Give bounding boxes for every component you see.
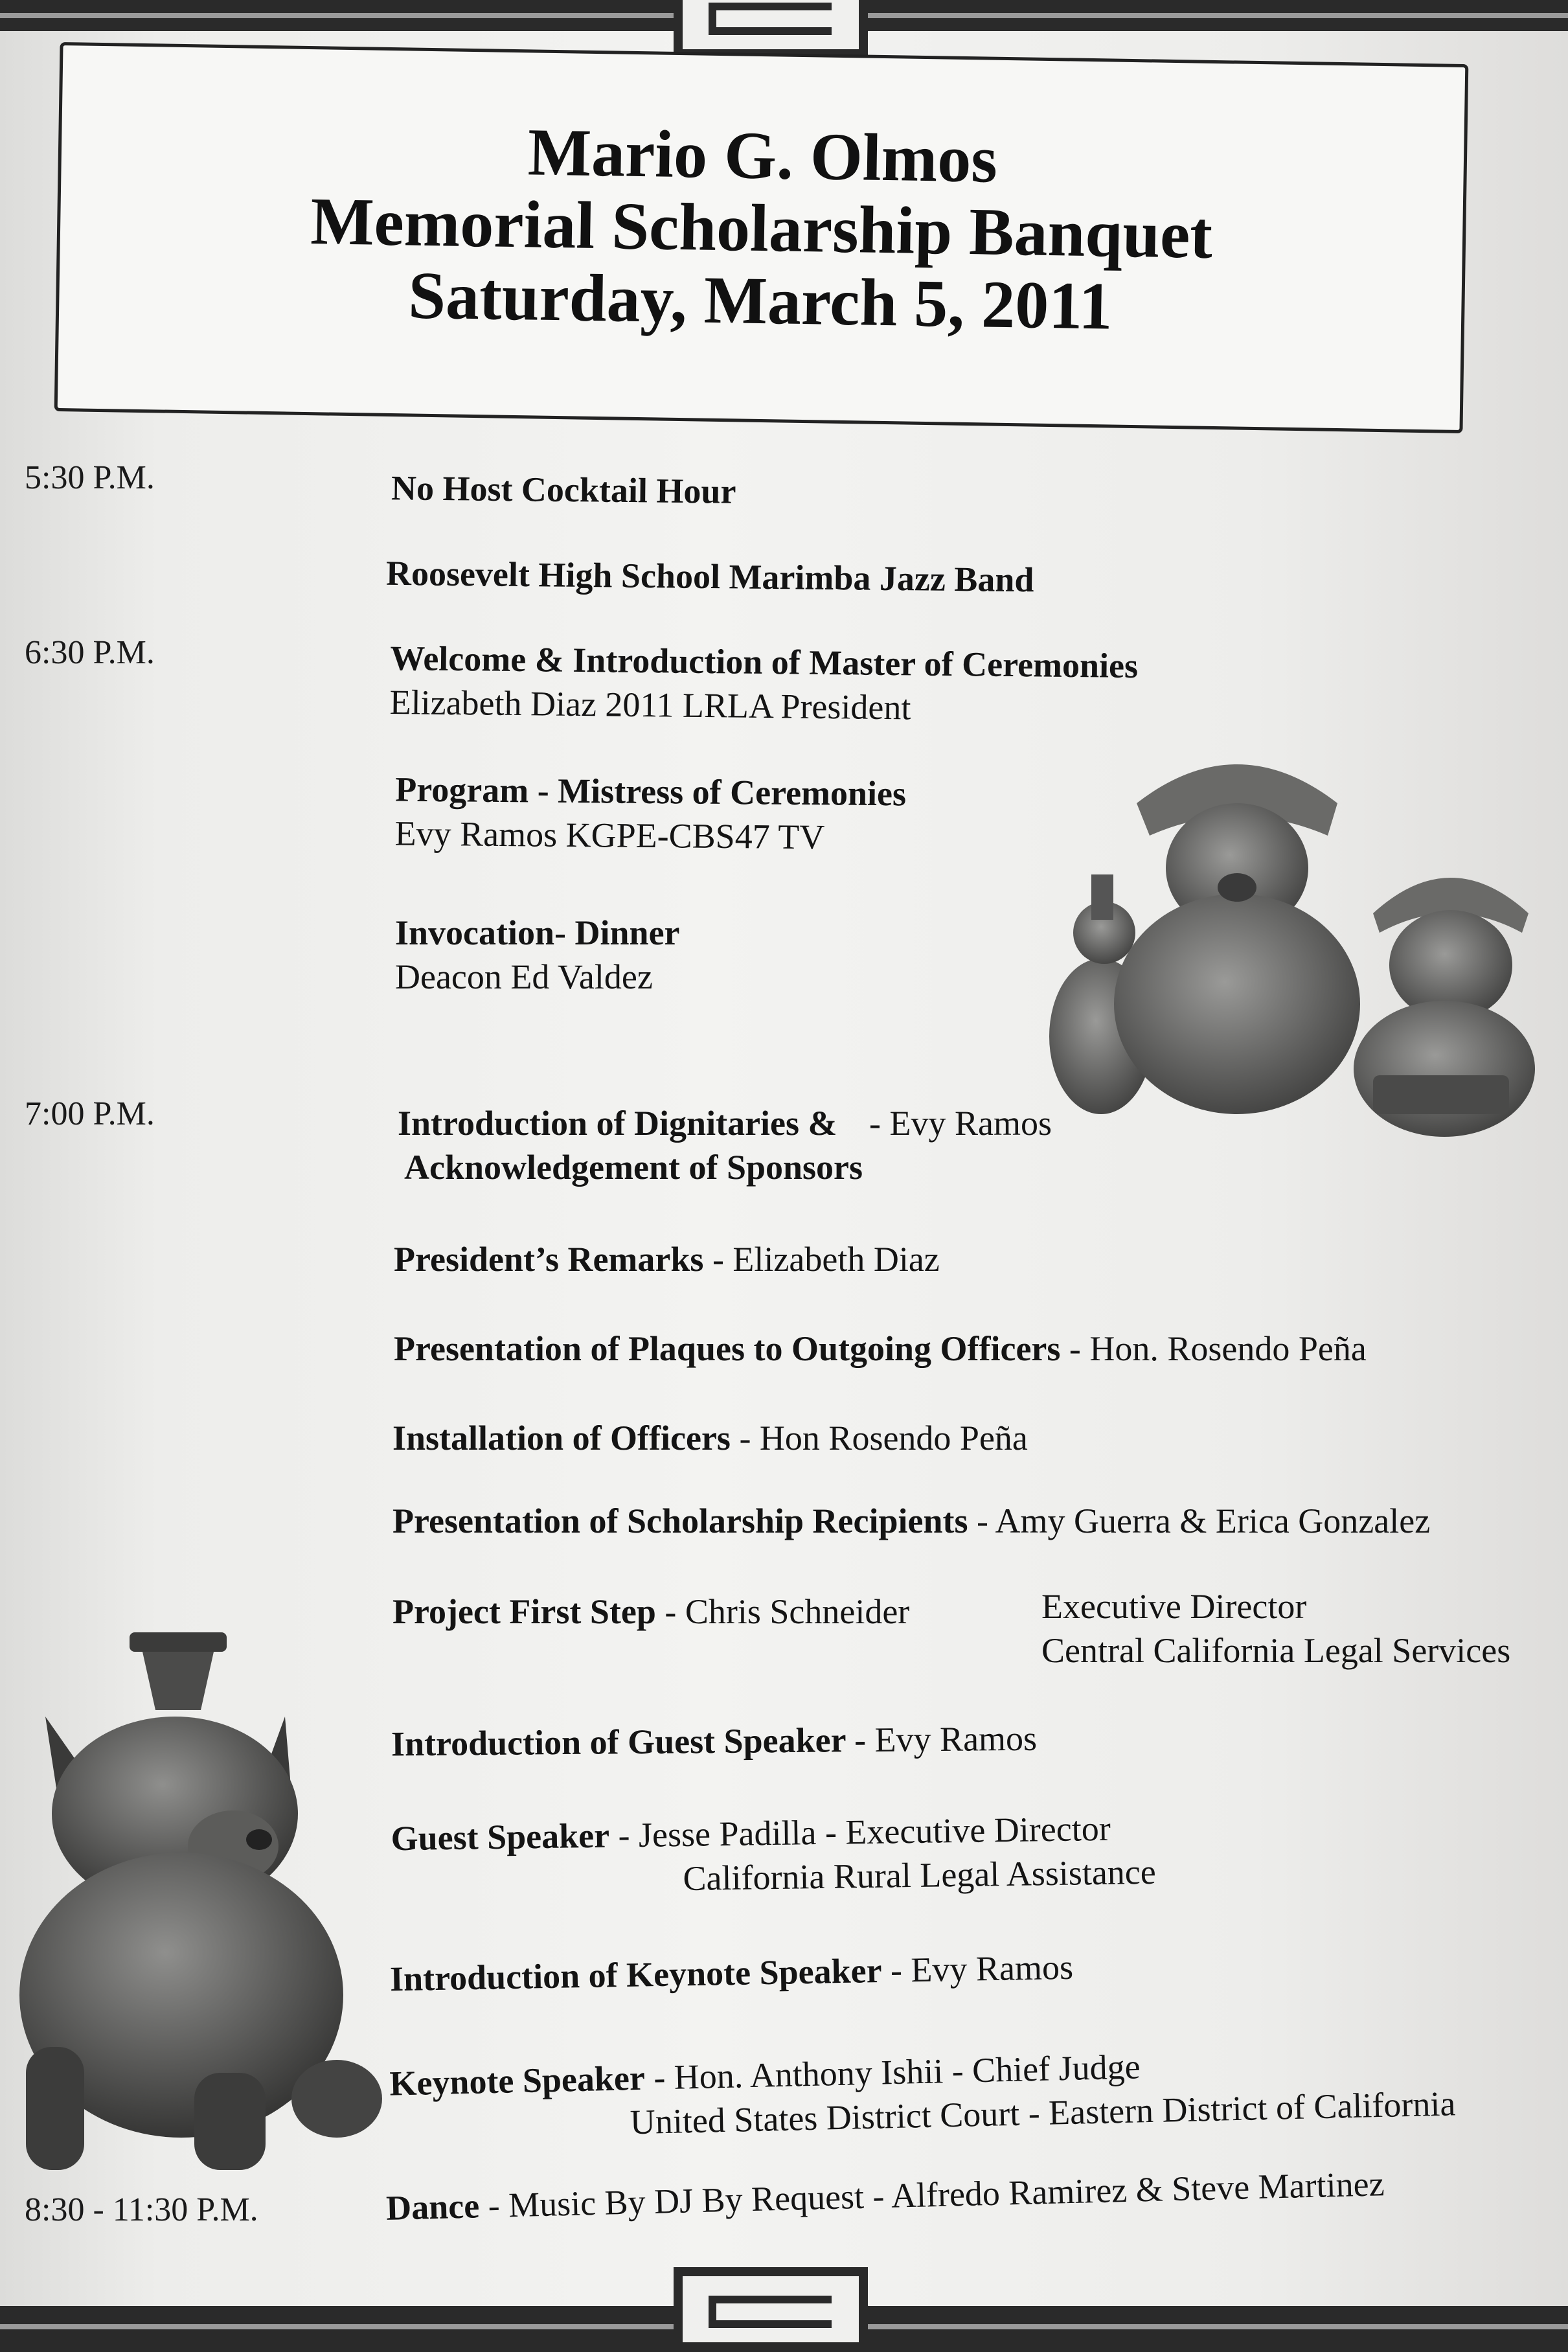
- item-president: [394, 1237, 940, 1281]
- project-role: [1041, 1584, 1510, 1673]
- guest-by: - Jesse Padilla - Executive Director: [609, 1809, 1111, 1855]
- item-dance: [385, 2162, 1385, 2230]
- top-greek-key-ornament: [674, 0, 868, 58]
- dog-figurine-image: [0, 1632, 389, 2176]
- item-keynote-intro: [389, 1945, 1073, 2001]
- figurines-image: [1023, 700, 1554, 1140]
- time-830: 8:30 - 11:30 P.M.: [25, 2191, 258, 2228]
- project-title: Project First Step: [392, 1592, 656, 1631]
- dignitaries-by: - Evy Ramos: [869, 1104, 1052, 1143]
- item-scholarship: [392, 1499, 1430, 1543]
- item-project: [392, 1590, 909, 1634]
- keynote-title: Keynote Speaker: [389, 2058, 646, 2103]
- project-role-1: Executive Director: [1041, 1587, 1307, 1626]
- title-box: [54, 42, 1469, 433]
- time-530: 5:30 P.M.: [25, 459, 155, 496]
- scholarship-by: - Amy Guerra & Erica Gonzalez: [968, 1501, 1431, 1540]
- bottom-greek-key-ornament: [674, 2267, 868, 2351]
- item-invocation: [395, 911, 680, 999]
- item-guest: [391, 1806, 1156, 1904]
- item-cocktail: [391, 466, 736, 514]
- installation-title: Installation of Officers: [392, 1419, 731, 1457]
- invocation-sub: Deacon Ed Valdez: [395, 957, 653, 996]
- invocation-title: Invocation- Dinner: [395, 913, 680, 952]
- president-title: President’s Remarks: [394, 1240, 704, 1279]
- guest-title: Guest Speaker: [391, 1816, 610, 1858]
- guest-intro-by: Evy Ramos: [865, 1718, 1038, 1759]
- guest-intro-title: Introduction of Guest Speaker -: [391, 1720, 867, 1764]
- title-date: Saturday, March 5, 2011: [407, 258, 1113, 344]
- installation-by: - Hon Rosendo Peña: [730, 1419, 1028, 1457]
- item-program: [394, 768, 906, 860]
- dignitaries-title-2: Acknowledgement of Sponsors: [404, 1148, 863, 1187]
- item-guest-intro: [391, 1717, 1038, 1766]
- president-by: - Elizabeth Diaz: [703, 1240, 940, 1279]
- plaques-by: - Hon. Rosendo Peña: [1060, 1329, 1367, 1368]
- program-sub: Evy Ramos KGPE-CBS47 TV: [394, 814, 825, 857]
- scholarship-title: Presentation of Scholarship Recipients: [392, 1501, 968, 1540]
- time-700: 7:00 P.M.: [25, 1095, 155, 1132]
- item-band: [386, 551, 1034, 602]
- welcome-sub: Elizabeth Diaz 2011 LRLA President: [389, 682, 911, 727]
- guest-org: California Rural Legal Assistance: [683, 1852, 1157, 1898]
- dance-by: - Music By DJ By Request - Alfredo Ramirez & Steve Martinez: [479, 2164, 1385, 2226]
- keynote-org: United States District Court - Eastern District of California: [630, 2084, 1456, 2142]
- title-event: Memorial Scholarship Banquet: [310, 184, 1213, 273]
- item-plaques: [394, 1327, 1367, 1371]
- title-name: Mario G. Olmos: [527, 115, 998, 197]
- item-dignitaries: [398, 1101, 1052, 1189]
- item-keynote: [389, 2037, 1456, 2149]
- dance-title: Dance: [385, 2186, 480, 2228]
- welcome-title: Welcome & Introduction of Master of Ceremonies: [390, 638, 1139, 686]
- keynote-intro-by: - Evy Ramos: [881, 1947, 1074, 1990]
- plaques-title: Presentation of Plaques to Outgoing Officers: [394, 1329, 1061, 1368]
- project-by: - Chris Schneider: [655, 1592, 910, 1631]
- dignitaries-title-1: Introduction of Dignitaries &: [398, 1104, 837, 1143]
- time-630: 6:30 P.M.: [25, 634, 155, 671]
- item-installation: [392, 1416, 1028, 1460]
- program-title: Program - Mistress of Ceremonies: [395, 770, 907, 814]
- project-role-2: Central California Legal Services: [1041, 1631, 1511, 1670]
- keynote-by: - Hon. Anthony Ishii - Chief Judge: [644, 2047, 1141, 2097]
- band-title: Roosevelt High School Marimba Jazz Band: [385, 553, 1034, 600]
- cocktail-title: No Host Cocktail Hour: [391, 468, 736, 511]
- keynote-intro-title: Introduction of Keynote Speaker: [389, 1950, 883, 1999]
